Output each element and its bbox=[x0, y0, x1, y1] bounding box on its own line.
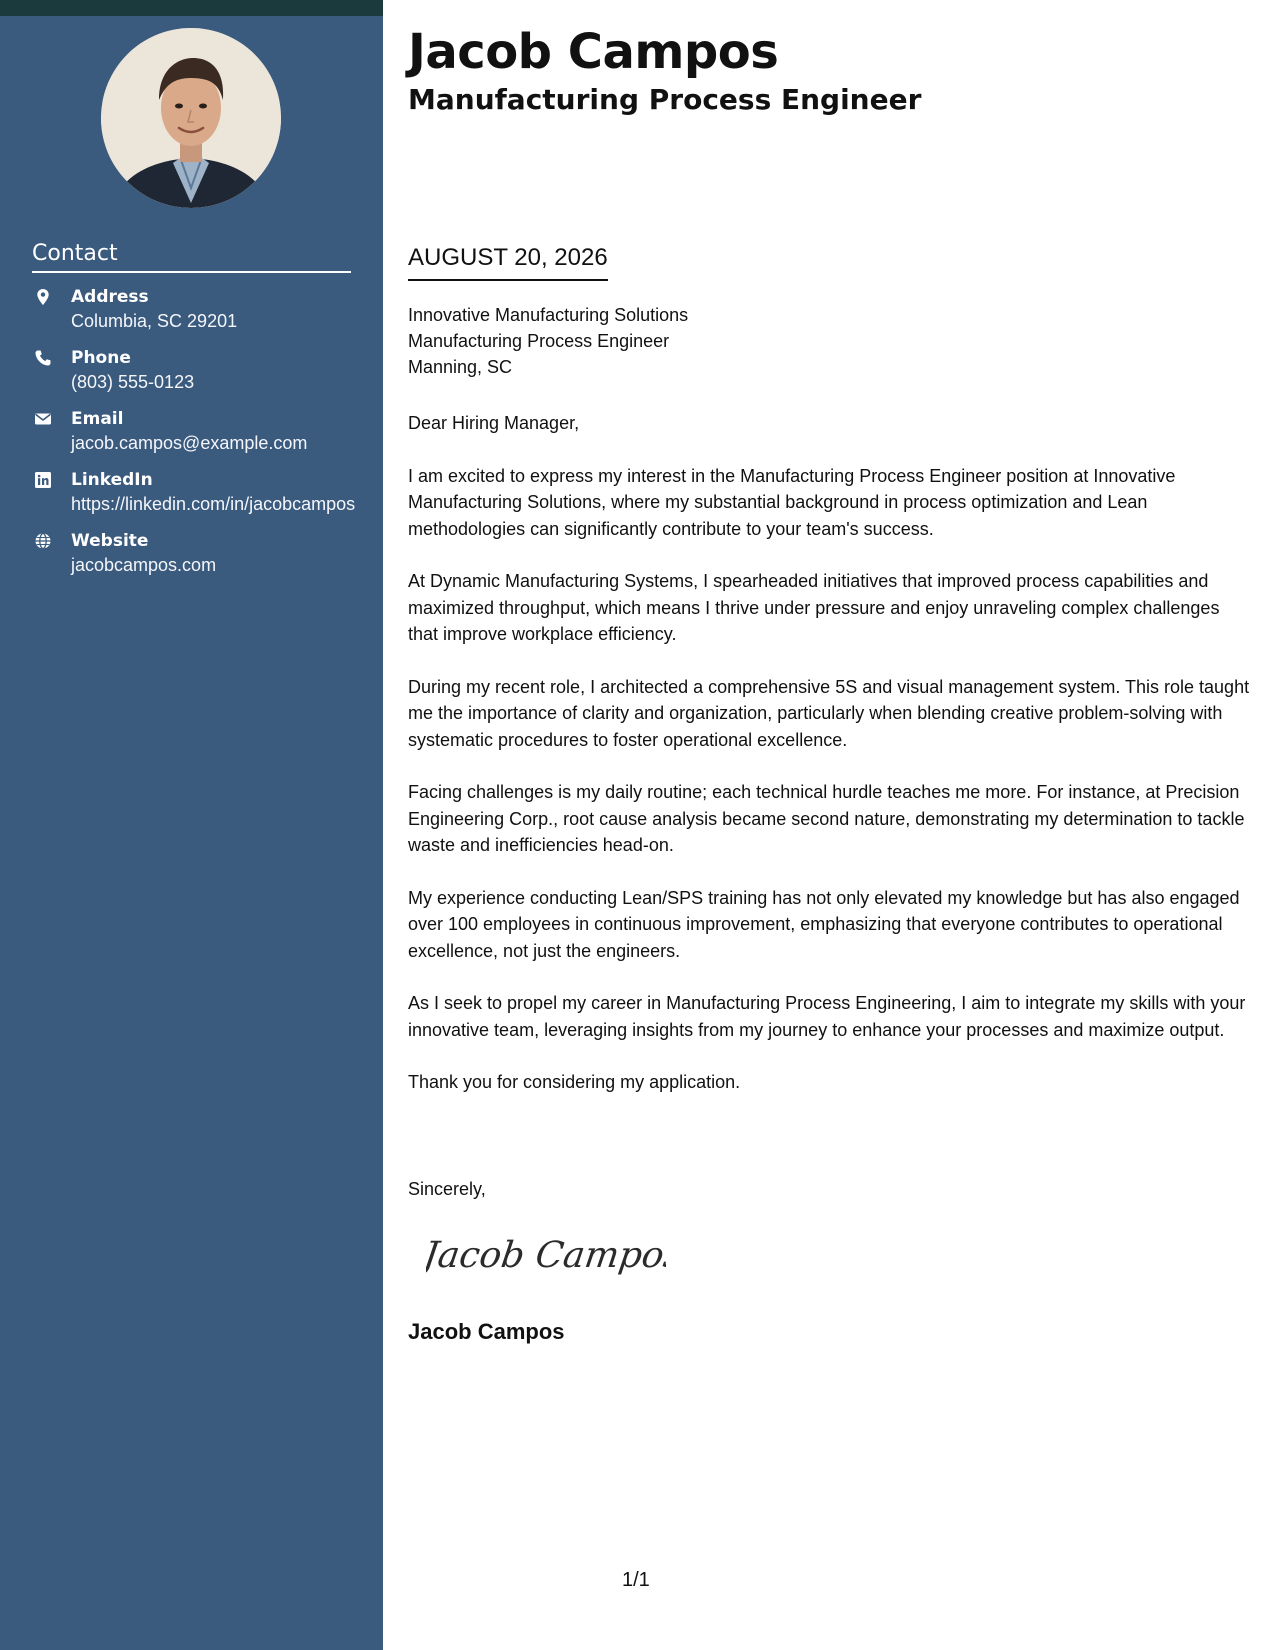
profile-photo bbox=[101, 28, 281, 208]
letter-date: AUGUST 20, 2026 bbox=[408, 243, 608, 281]
contact-label: Phone bbox=[71, 348, 131, 368]
phone-icon bbox=[34, 349, 52, 367]
applicant-title: Manufacturing Process Engineer bbox=[408, 83, 922, 116]
signer-name: Jacob Campos bbox=[408, 1319, 565, 1344]
contact-label: LinkedIn bbox=[71, 470, 153, 490]
applicant-name: Jacob Campos bbox=[408, 24, 779, 80]
body-paragraph: My experience conducting Lean/SPS training has not only elevated my knowledge but has also engaged over 100 employees in continuous improvement, emphasizing that everyone contributes to operational excellence, not just the engineers. bbox=[408, 887, 1240, 961]
linkedin-icon bbox=[34, 471, 52, 489]
globe-icon bbox=[34, 532, 52, 550]
salutation: Dear Hiring Manager, bbox=[408, 413, 580, 433]
contact-label: Website bbox=[71, 531, 149, 551]
contact-section-title: Contact bbox=[32, 241, 351, 273]
recipient-position: Manufacturing Process Engineer bbox=[408, 331, 670, 351]
phone-value[interactable]: (803) 555-0123 bbox=[71, 372, 195, 392]
page-number: 1/1 bbox=[622, 1569, 650, 1591]
closing: Sincerely, bbox=[408, 1179, 486, 1199]
body-paragraph: I am excited to express my interest in the Manufacturing Process Engineer position at Innovative Manufacturing Solutions, where my substantial background in process optimization and Lean methodologies can significantly contribute to your team's success. bbox=[408, 465, 1176, 539]
contact-item-website bbox=[32, 529, 362, 577]
envelope-icon bbox=[34, 410, 52, 428]
contact-item-email bbox=[32, 407, 362, 455]
contact-label: Email bbox=[71, 409, 124, 429]
body-paragraph: During my recent role, I architected a comprehensive 5S and visual management system. This role taught me the importance of clarity and organization, particularly when blending creative problem-solving with systematic procedures to foster operational excellence. bbox=[408, 676, 1250, 750]
contact-item-linkedin bbox=[32, 468, 362, 516]
body-paragraph: Thank you for considering my application. bbox=[408, 1072, 741, 1092]
sidebar bbox=[0, 0, 383, 1650]
handwritten-signature bbox=[426, 1225, 666, 1285]
website-link[interactable]: jacobcampos.com bbox=[71, 555, 217, 575]
body-paragraph: As I seek to propel my career in Manufacturing Process Engineering, I aim to integrate my skills with your innovative team, leveraging insights from my journey to enhance your processes and maximize output. bbox=[408, 993, 1246, 1040]
contact-label: Address bbox=[71, 287, 149, 307]
letter-body bbox=[408, 410, 1253, 1122]
address-value: Columbia, SC 29201 bbox=[71, 311, 238, 331]
contact-item-phone bbox=[32, 346, 362, 394]
recipient-block bbox=[408, 302, 688, 380]
recipient-company: Innovative Manufacturing Solutions bbox=[408, 305, 689, 325]
recipient-location: Manning, SC bbox=[408, 357, 513, 377]
body-paragraph: At Dynamic Manufacturing Systems, I spearheaded initiatives that improved process capabilities and maximized throughput, which means I thrive under pressure and enjoy unraveling complex challenges that improve workplace efficiency. bbox=[408, 571, 1220, 644]
email-link[interactable]: jacob.campos@example.com bbox=[71, 433, 308, 453]
sidebar-top-bar bbox=[0, 0, 383, 16]
body-paragraph: Facing challenges is my daily routine; each technical hurdle teaches me more. For instance, at Precision Engineering Corp., root cause analysis became second nature, demonstrating my determination to tackle waste and inefficiencies head-on. bbox=[408, 782, 1245, 855]
linkedin-link[interactable]: https://linkedin.com/in/jacobcampos bbox=[71, 494, 356, 514]
location-pin-icon bbox=[34, 288, 52, 306]
contact-item-address bbox=[32, 285, 362, 333]
contact-list bbox=[32, 285, 362, 590]
svg-text:Jacob Campos: Jacob Campos bbox=[426, 1233, 666, 1276]
